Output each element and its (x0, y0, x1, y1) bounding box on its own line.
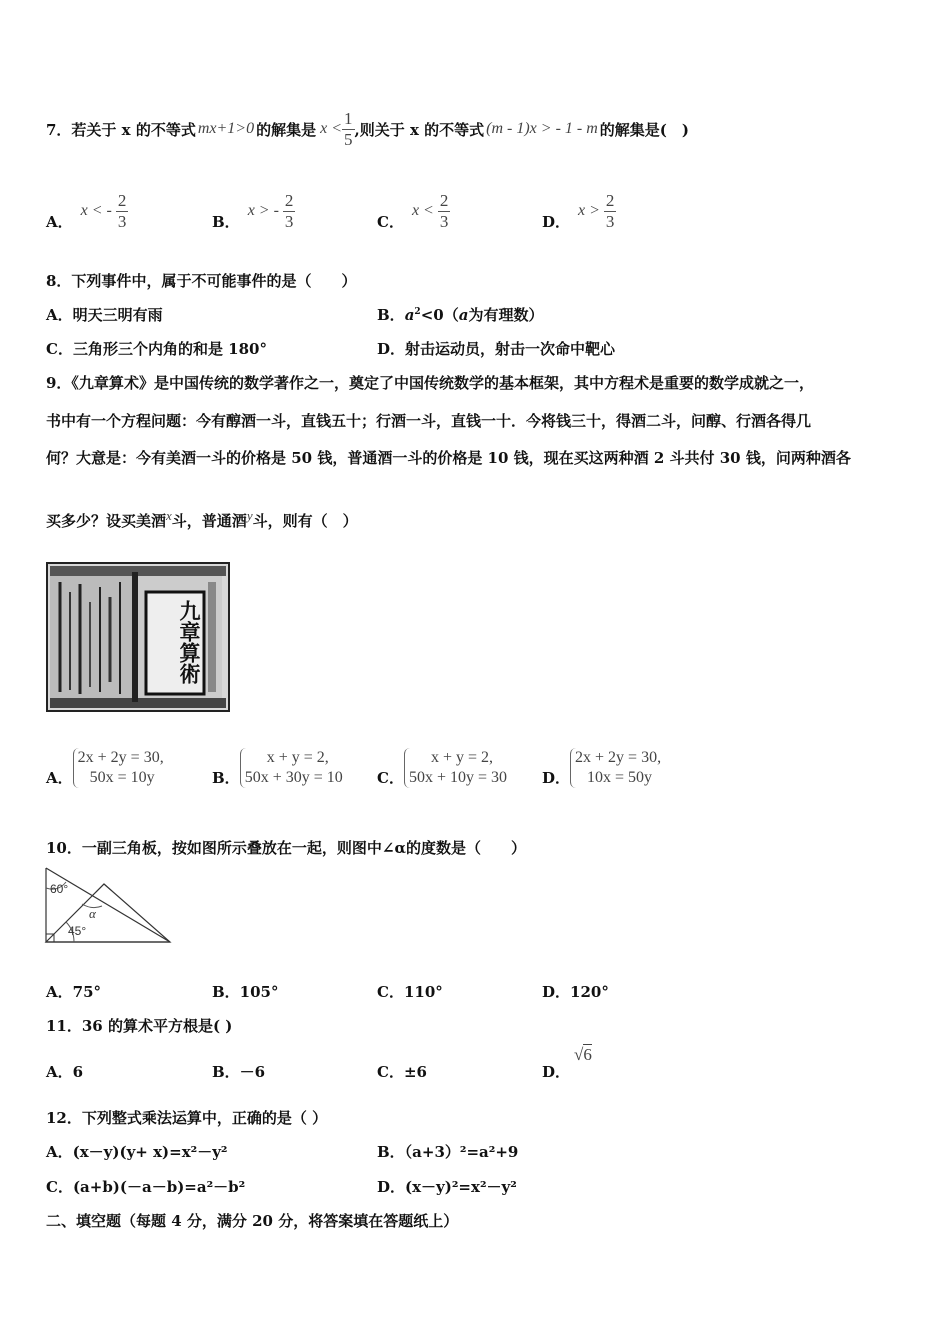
q8-option-d: D．射击运动员，射击一次命中靶心 (377, 340, 616, 358)
q9-option-a: A． 2x + 2y = 30, 50x = 10y (46, 749, 164, 787)
q10-option-b: B．105° (212, 983, 279, 1001)
q7-option-c: C． x < $\frac{2}{3}$ (377, 190, 449, 231)
q8-option-a: A．明天三明有雨 (46, 306, 163, 324)
q11-option-a: A．6 (46, 1063, 84, 1081)
q7-stem (46, 104, 689, 154)
q11-option-d: D． √6 (542, 1045, 592, 1081)
q7-inequality-1: mx+1>0 (197, 120, 255, 137)
q11-stem: 11．36 的算术平方根是( ) (46, 1017, 233, 1035)
q8-option-c: C．三角形三个内角的和是 180° (46, 340, 267, 358)
q12-stem: 12．下列整式乘法运算中，正确的是（ ） (46, 1109, 328, 1127)
q11-option-b: B．－6 (212, 1063, 266, 1081)
q8-option-b: B．$a^2<0(a$为有理数） (377, 306, 544, 324)
q9-option-d: D． 2x + 2y = 30, 10x = 50y (542, 749, 662, 787)
sqrt-6: √6 (574, 1045, 592, 1064)
q7-option-a: A． x < - $\frac{2}{3}$ (46, 190, 127, 231)
q9-line-2: 书中有一个方程问题：今有醇酒一斗，直钱五十；行酒一斗，直钱一十．今将钱三十，得酒二斗，问醇、行酒各得几 (46, 412, 812, 430)
q9-option-b: B． x + y = 2, 50x + 30y = 10 (212, 749, 343, 787)
q7-solution-lhs: x < (320, 120, 342, 137)
q7-suffix: 的解集是( ) (599, 120, 689, 139)
book-image (46, 562, 230, 712)
q7-inequality-2: (m - 1)x > - 1 - m (486, 120, 598, 137)
q9-line-4: 买多少？设买美酒x斗，普通酒y斗，则有（ ） (46, 508, 358, 530)
q9-option-c: C． x + y = 2, 50x + 10y = 30 (377, 749, 507, 787)
q12-option-a: A．(x－y)(y+ x)=x²－y² (46, 1143, 228, 1161)
q11-option-c: C．±6 (377, 1063, 427, 1081)
q9-line-1: 9．《九章算术》是中国传统的数学著作之一，奠定了中国传统数学的基本框架，其中方程术是重要的数学成就之一， (46, 374, 814, 392)
q10-option-a: A．75° (46, 983, 102, 1001)
q12-option-b: B．（a+3）²=a²+9 (377, 1143, 519, 1161)
q10-stem: 10．一副三角板，按如图所示叠放在一起，则图中∠α的度数是（ ） (46, 839, 526, 857)
q7-option-d: D． x > $\frac{2}{3}$ (542, 190, 615, 231)
q12-option-c: C．(a+b)(－a－b)=a²－b² (46, 1178, 246, 1196)
q10-option-c: C．110° (377, 983, 443, 1001)
q12-option-d: D．(x－y)²=x²－y² (377, 1178, 517, 1196)
q7-mid: 的解集是 (256, 120, 317, 139)
angle-alpha-label: α (89, 906, 96, 921)
section-2-heading: 二、填空题（每题 4 分，满分 20 分，将答案填在答题纸上） (46, 1212, 459, 1230)
angle-60-label: 60° (50, 882, 69, 896)
book-title: 九章算術 (177, 600, 202, 684)
q7-option-b: B． x > - $\frac{2}{3}$ (212, 190, 294, 231)
q8-stem: 8．下列事件中，属于不可能事件的是（ ） (46, 272, 357, 290)
q7-mid2: ,则关于 x 的不等式 (354, 120, 485, 139)
triangle-figure (44, 866, 174, 946)
q10-option-d: D．120° (542, 983, 609, 1001)
q7-prefix: 7．若关于 x 的不等式 (46, 120, 196, 139)
q7-solution-fraction: $\frac{1}{5}$ (344, 108, 353, 149)
q9-line-3: 何？大意是：今有美酒一斗的价格是 50 钱，普通酒一斗的价格是 10 钱，现在买这两种酒 2 斗共付 30 钱，问两种酒各 (46, 449, 851, 467)
angle-45-label: 45° (68, 924, 87, 938)
